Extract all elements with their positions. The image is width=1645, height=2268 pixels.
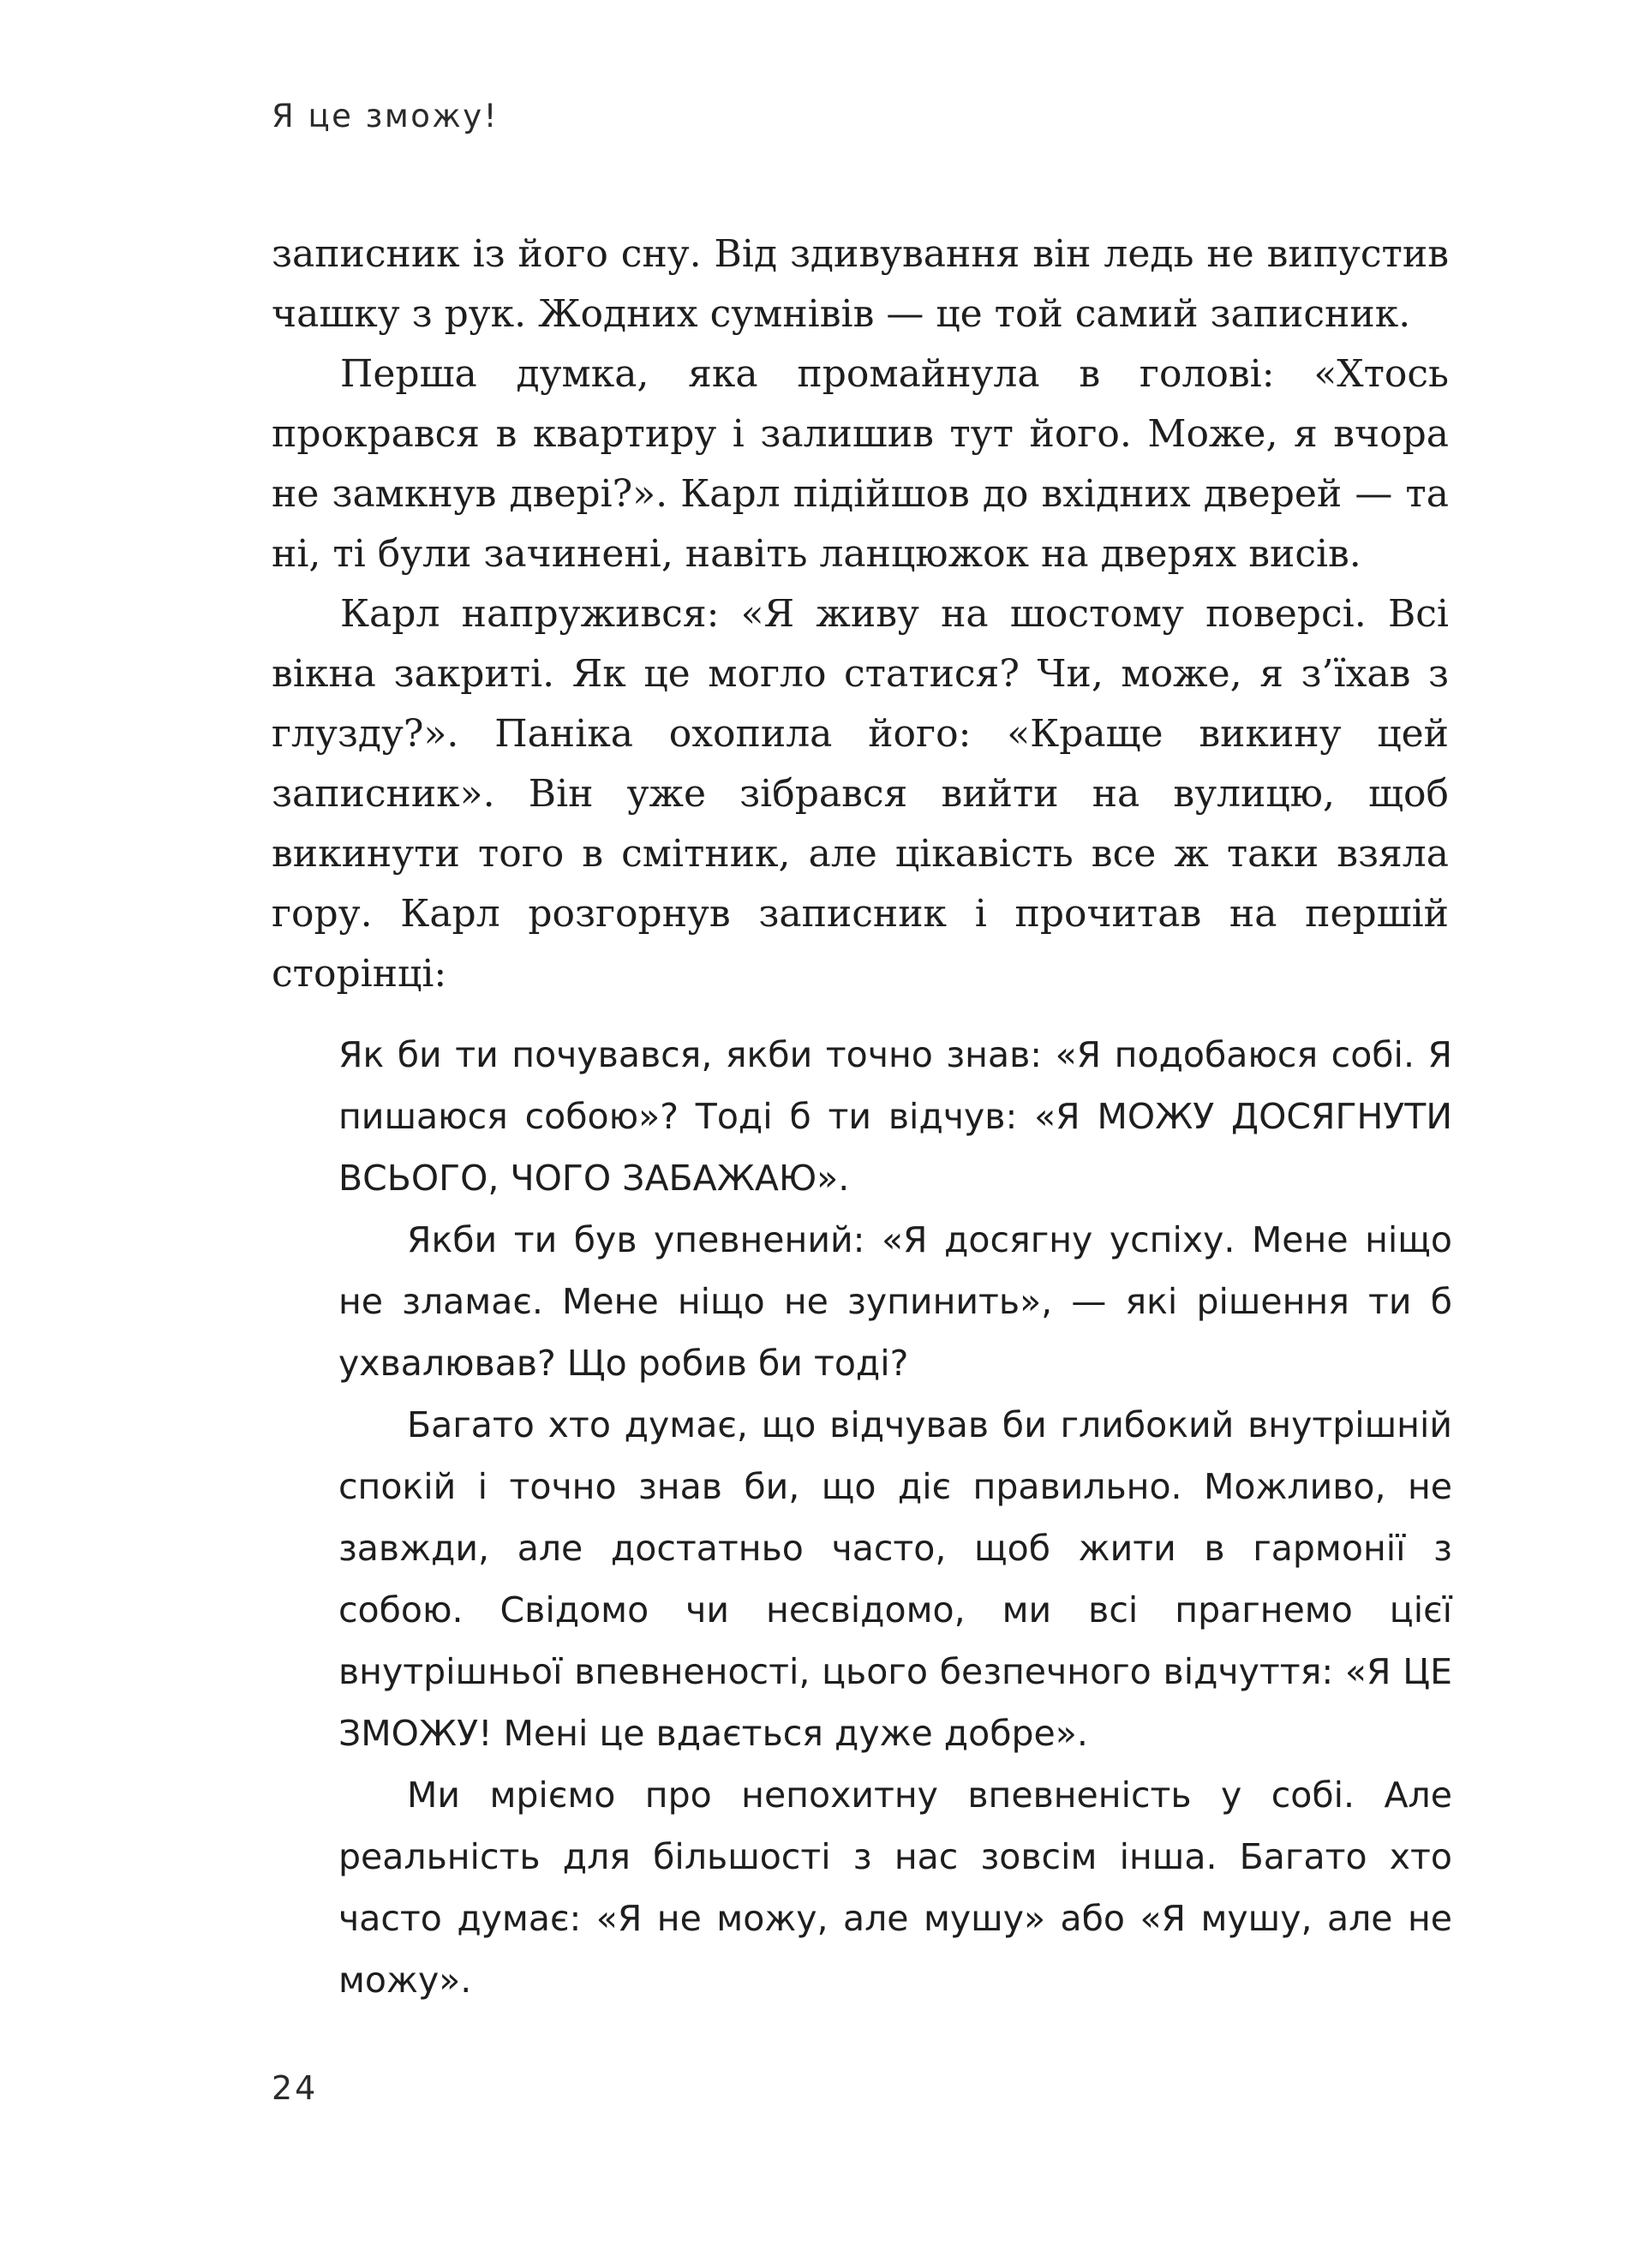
narrative-paragraph: записник із його сну. Від здивування він ледь не випустив чашку з рук. Жодних сумнівів — це той самий записник. (272, 232, 1449, 336)
narrative-paragraph: Перша думка, яка промайнула в голові: «Хтось прокрався в квартиру і залишив тут його. Може, я вчора не замкнув двері?». Карл підійшов до вхідних дверей — та ні, ті були зачинені, навіть ланцюжок на дверях висів. (272, 352, 1449, 576)
page-number: 24 (272, 2069, 319, 2107)
narrative-paragraph: Карл напружився: «Я живу на шостому поверсі. Всі вікна закриті. Як це могло статися? Чи, може, я з’їхав з глузду?». Паніка охопила його: «Краще викину цей записник». Він уже зібрався вийти на вулицю, щоб викинути того в смітник, але цікавість все ж таки взяла гору. Карл розгорнув записник і прочитав на першій сторінці: (272, 592, 1449, 996)
notebook-quote (338, 1024, 1452, 2011)
notebook-paragraph: Ми мріємо про непохитну впевненість у собі. Але реальність для більшості з нас зовсім інша. Багато хто часто думає: «Я не можу, але мушу» або «Я мушу, але не можу». (338, 1774, 1452, 2001)
running-head: Я це зможу! (272, 98, 499, 135)
notebook-paragraph: Якби ти був упевнений: «Я досягну успіху. Мене ніщо не зламає. Мене ніщо не зупинить», — які рішення ти б ухвалював? Що робив би тоді? (338, 1219, 1452, 1384)
notebook-paragraph: Багато хто думає, що відчував би глибокий внутрішній спокій і точно знав би, що діє правильно. Можливо, не завжди, але достатньо часто, щоб жити в гармонії з собою. Свідомо чи несвідомо, ми всі прагнемо цієї внутрішньої впевненості, цього безпечного відчуття: «Я ЦЕ ЗМОЖУ! Мені це вдається дуже добре». (338, 1404, 1452, 1754)
narrative-text (272, 224, 1449, 1004)
notebook-paragraph: Як би ти почувався, якби точно знав: «Я подобаюся собі. Я пишаюся собою»? Тоді б ти відчув: «Я МОЖУ ДОСЯГНУТИ ВСЬОГО, ЧОГО ЗАБАЖАЮ». (338, 1034, 1452, 1199)
